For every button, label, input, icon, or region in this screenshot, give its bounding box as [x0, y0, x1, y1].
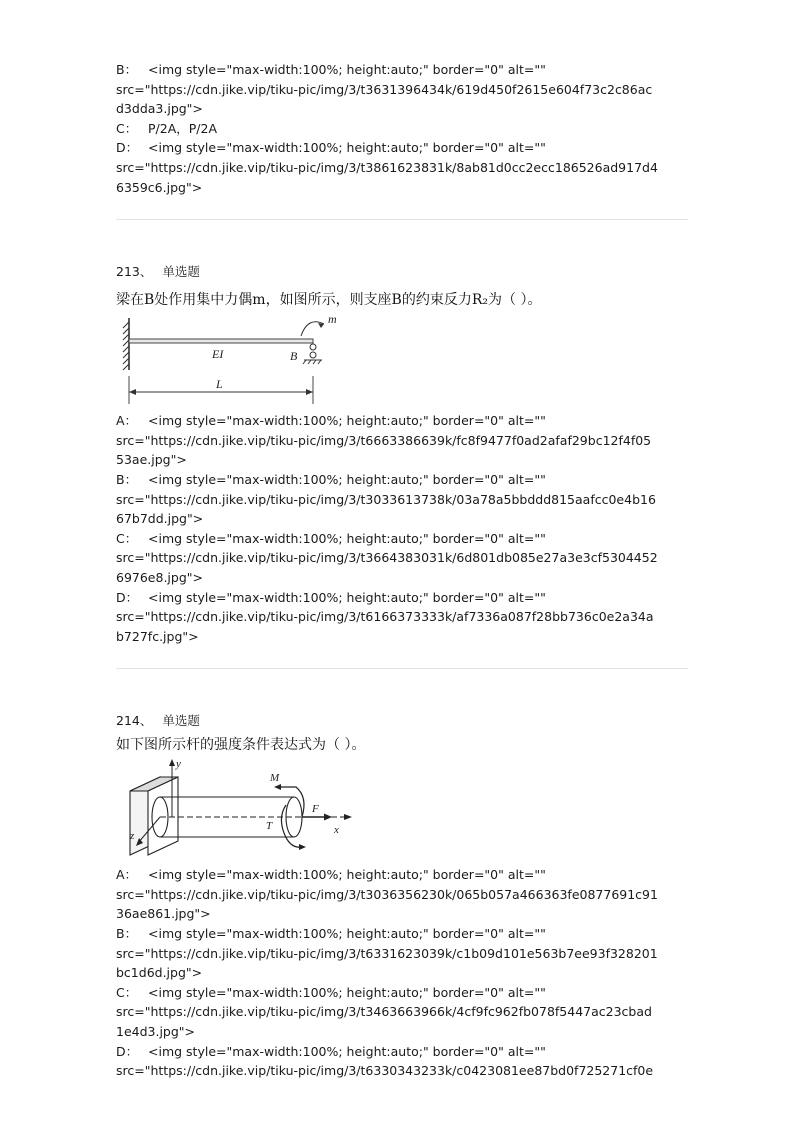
option-b — [116, 470, 688, 490]
options — [116, 411, 688, 646]
option-text-line: src="https://cdn.jike.vip/tiku-pic/img/3/t3664383031k/6d801db085e27a3e3cf5304452 — [116, 550, 658, 566]
question-stem: 如下图所示杆的强度条件表达式为（ ）。 — [116, 737, 366, 754]
option-text: <img style="max-width:100%; height:auto;" border="0" alt="" — [148, 530, 546, 546]
option-a — [116, 865, 688, 885]
option-text: <img style="max-width:100%; height:auto;" border="0" alt="" — [148, 984, 546, 1000]
question-divider — [116, 219, 688, 220]
option-letter: B： — [116, 926, 138, 942]
option-text: <img style="max-width:100%; height:auto;" border="0" alt="" — [148, 471, 546, 487]
option-b — [116, 924, 688, 944]
option-text: <img style="max-width:100%; height:auto;" border="0" alt="" — [148, 62, 546, 77]
prev-question-options — [116, 60, 688, 197]
option-letter: D： — [116, 1043, 139, 1059]
b-label: B — [290, 349, 298, 364]
option-text: P/2A，P/2A — [148, 120, 218, 136]
option-text-line: 67b7dd.jpg"> — [116, 511, 204, 527]
beam — [129, 339, 313, 343]
option-text-line: 6359c6.jpg"> — [116, 179, 203, 195]
option-letter: D： — [116, 589, 139, 605]
question-type: 单选题 — [162, 264, 200, 280]
option-text: <img style="max-width:100%; height:auto;" border="0" alt="" — [148, 413, 546, 429]
option-letter: C： — [116, 120, 138, 136]
option-c — [116, 529, 688, 549]
options — [116, 865, 688, 1081]
option-text: <img style="max-width:100%; height:auto;" border="0" alt="" — [148, 589, 546, 605]
option-text-line: src="https://cdn.jike.vip/tiku-pic/img/3/t3861623831k/8ab81d0cc2ecc186526ad917d4 — [116, 159, 658, 175]
option-d — [116, 1042, 688, 1062]
option-letter: A： — [116, 867, 138, 883]
option-c — [116, 119, 688, 139]
f-label: F — [312, 803, 319, 816]
option-text-line: src="https://cdn.jike.vip/tiku-pic/img/3/t3631396434k/619d450f2615e604f73c2c86ac — [116, 81, 653, 97]
question-divider — [116, 668, 688, 669]
option-a — [116, 411, 688, 431]
z-label: z — [130, 830, 135, 843]
x-label: x — [334, 824, 339, 837]
option-text-line: src="https://cdn.jike.vip/tiku-pic/img/3/t6663386639k/fc8f9477f0ad2afaf29bc12f4f05 — [116, 432, 652, 448]
option-text-line: d3dda3.jpg"> — [116, 101, 203, 117]
option-text-line: src="https://cdn.jike.vip/tiku-pic/img/3/t6330343233k/c0423081ee87bd0f725271cf0e — [116, 1063, 654, 1079]
option-text-line: src="https://cdn.jike.vip/tiku-pic/img/3/t3463663966k/4cf9fc962fb078f5447ac23cbad — [116, 1004, 652, 1020]
option-text-line: src="https://cdn.jike.vip/tiku-pic/img/3/t6166373333k/af7336a087f28bb736c0e2a34a — [116, 609, 654, 625]
question-stem: 梁在B处作用集中力偶m，如图所示，则支座B的约束反力R₂为（ ）。 — [116, 292, 542, 309]
question-type: 单选题 — [162, 713, 200, 729]
option-text: <img style="max-width:100%; height:auto;" border="0" alt="" — [148, 926, 546, 942]
question-214 — [116, 711, 688, 1081]
option-text-line: 36ae861.jpg"> — [116, 906, 211, 922]
beam-figure — [116, 312, 346, 410]
option-text-line: 53ae.jpg"> — [116, 452, 187, 468]
question-header — [116, 262, 688, 282]
question-header — [116, 711, 688, 731]
option-text-line: 6976e8.jpg"> — [116, 569, 203, 585]
ei-label: EI — [212, 347, 224, 362]
option-c — [116, 983, 688, 1003]
rod-figure — [116, 757, 356, 861]
option-b — [116, 60, 688, 80]
question-number: 213、 — [116, 264, 153, 280]
t-label: T — [266, 820, 273, 833]
option-text-line: bc1d6d.jpg"> — [116, 965, 203, 981]
option-letter: B： — [116, 471, 138, 487]
option-letter: B： — [116, 62, 138, 77]
wall-support — [123, 318, 129, 370]
option-text: <img style="max-width:100%; height:auto;" border="0" alt="" — [148, 1043, 546, 1059]
option-text: <img style="max-width:100%; height:auto;" border="0" alt="" — [148, 140, 546, 156]
option-text-line: b727fc.jpg"> — [116, 628, 199, 644]
option-text-line: src="https://cdn.jike.vip/tiku-pic/img/3/t6331623039k/c1b09d101e563b7ee93f328201 — [116, 945, 658, 961]
m-label: M — [270, 772, 280, 785]
roller-support — [303, 344, 322, 364]
option-text-line: src="https://cdn.jike.vip/tiku-pic/img/3/t3036356230k/065b057a466363fe0877691c91 — [116, 886, 658, 902]
option-d — [116, 588, 688, 608]
option-text: <img style="max-width:100%; height:auto;" border="0" alt="" — [148, 867, 546, 883]
option-letter: A： — [116, 413, 138, 429]
option-d — [116, 138, 688, 158]
option-letter: D： — [116, 140, 139, 156]
y-label: y — [176, 758, 181, 771]
question-number: 214、 — [116, 713, 153, 729]
m-label: m — [328, 312, 337, 327]
option-text-line: src="https://cdn.jike.vip/tiku-pic/img/3/t3033613738k/03a78a5bbddd815aafcc0e4b16 — [116, 491, 656, 507]
option-text-line: 1e4d3.jpg"> — [116, 1024, 196, 1040]
option-letter: C： — [116, 984, 138, 1000]
l-label: L — [216, 377, 223, 392]
option-letter: C： — [116, 530, 138, 546]
question-213 — [116, 262, 688, 646]
document-page — [116, 60, 688, 1081]
